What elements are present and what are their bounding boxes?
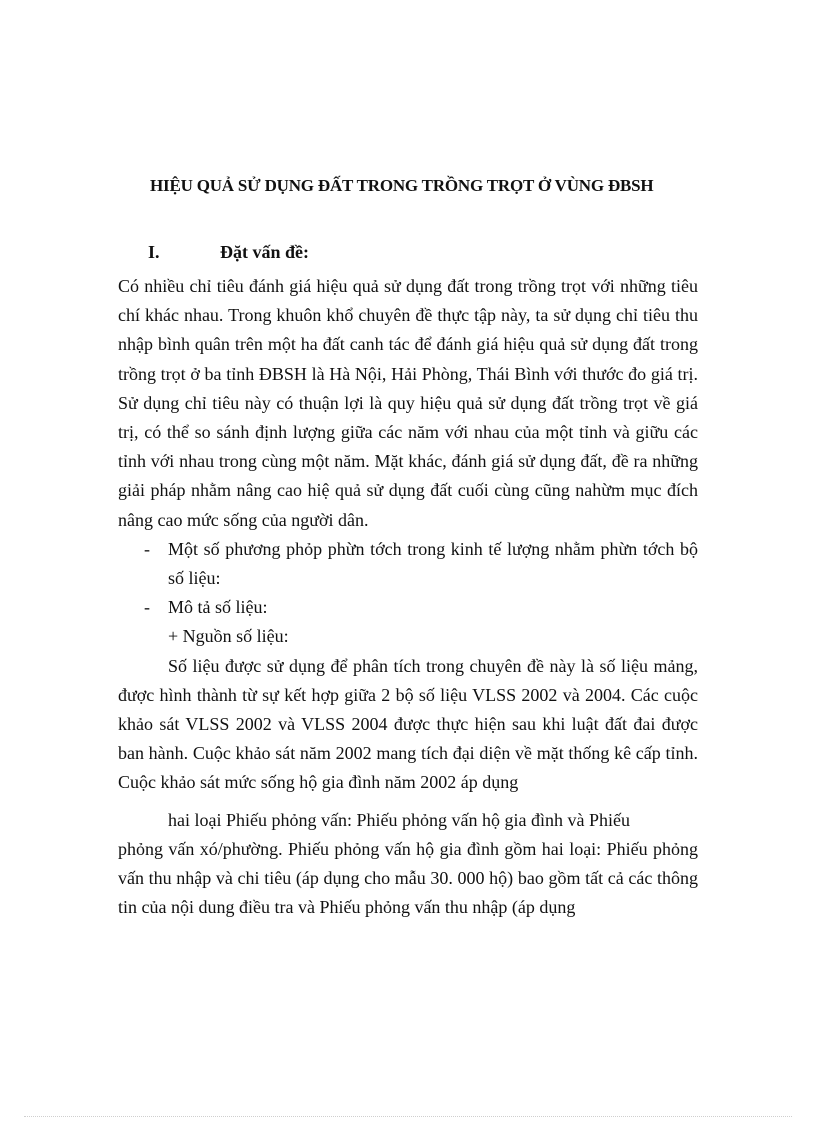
paragraph-gap [118, 798, 698, 806]
body-text [118, 272, 698, 922]
bullet-dash: - [144, 538, 150, 559]
paragraph-survey-rest: phỏng vấn xó/phường. Phiếu phỏng vấn hộ gia đình gồm hai loại: Phiếu phỏng vấn thu nhập và chi tiêu (áp dụng cho mẫu 30. 000 hộ) bao gồm tất cả các thông tin của nội dung điều tra và Phiếu phỏng vấn thu nhập (áp dụng [118, 838, 698, 918]
section-heading-text: Đặt vấn đề: [220, 242, 309, 262]
bullet-item-methods [118, 535, 698, 593]
document-title: HIỆU QUẢ SỬ DỤNG ĐẤT TRONG TRỒNG TRỌT Ở VÙNG ĐBSH [150, 176, 654, 195]
section-heading [148, 242, 309, 263]
bullet-item-data-description [118, 593, 698, 622]
page-bottom-divider [24, 1116, 792, 1117]
section-number: I. [148, 242, 160, 262]
paragraph-intro: Có nhiều chỉ tiêu đánh giá hiệu quả sử dụng đất trong trồng trọt với những tiêu chí khác nhau. Trong khuôn khổ chuyên đề thực tập này, ta sử dụng chỉ tiêu thu nhập bình quân trên một ha đất canh tác để đánh giá hiệu quả sử dụng đất trong trồng trọt ở ba tỉnh ĐBSH là Hà Nội, Hải Phòng, Thái Bình với thước đo giá trị. Sử dụng chỉ tiêu này có thuận lợi là quy hiệu quả sử dụng đất trồng trọt về giá trị, có thể so sánh định lượng giữa các năm với nhau của một tỉnh và giữu các tỉnh với nhau trong cùng một năm. Mặt khác, đánh giá sử dụng đất, đề ra những giải pháp nhằm nâng cao hiệ quả sử dụng đất cuối cùng cũng nahừm mục đích nâng cao mức sống của người dân. [118, 276, 698, 530]
bullet-item-data-description-text: Mô tả số liệu: [168, 597, 268, 618]
paragraph-survey-lead: hai loại Phiếu phỏng vấn: Phiếu phỏng vấn hộ gia đình và Phiếu [168, 809, 630, 830]
bullet-dash: - [144, 597, 150, 618]
bullet-item-methods-text: Một số phương phỏp phừn tớch trong kinh tế lượng nhằm phừn tớch bộ số liệu: [168, 538, 698, 589]
sub-item-data-source: + Nguồn số liệu: [168, 626, 289, 647]
paragraph-data-source: Số liệu được sử dụng để phân tích trong chuyên đề này là số liệu mảng, được hình thành từ sự kết hợp giữa 2 bộ số liệu VLSS 2002 và 2004. Các cuộc khảo sát VLSS 2002 và VLSS 2004 được thực hiện sau khi luật đất đai được ban hành. Cuộc khảo sát năm 2002 mang tích đại diện về mặt thống kê cấp tỉnh. Cuộc khảo sát mức sống hộ gia đình năm 2002 áp dụng [118, 655, 698, 793]
